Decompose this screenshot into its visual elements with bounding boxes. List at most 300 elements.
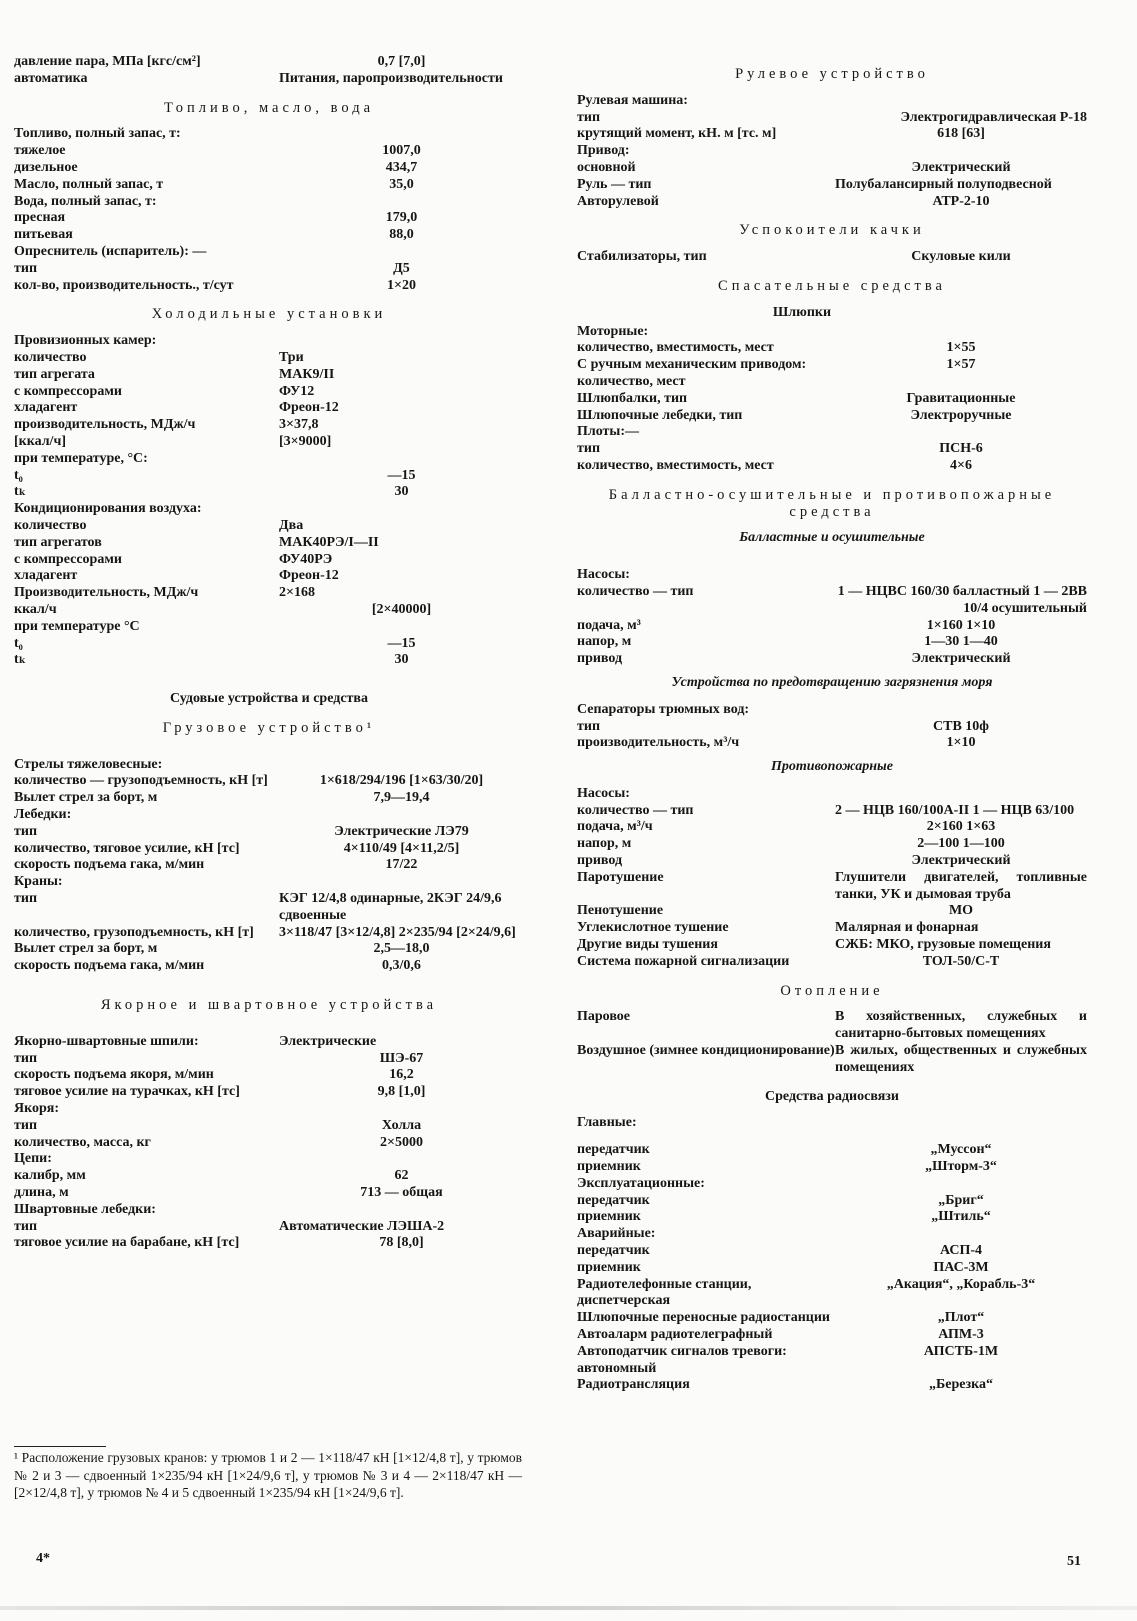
spec-value: Питания, паропроизводительности — [279, 70, 503, 86]
spec-value: 4×6 — [950, 457, 972, 473]
spec-row — [14, 857, 524, 874]
spec-label: тип — [14, 1218, 38, 1234]
spacer — [577, 1132, 1087, 1142]
spec-row — [14, 1118, 524, 1135]
spec-row — [577, 458, 1087, 475]
spec-label: с компрессорами — [14, 551, 122, 567]
spec-value: 9,8 [1,0] — [377, 1084, 426, 1100]
spec-label: Цепи: — [14, 1151, 52, 1167]
spec-label: tₖ — [14, 652, 26, 668]
spec-row — [577, 1193, 1087, 1210]
spec-value: Глушители двигателей, топливные танки, УК и дымовая труба — [835, 869, 1087, 902]
spec-value: „Акация“, „Корабль-3“ — [886, 1276, 1036, 1292]
spec-row — [577, 1377, 1087, 1394]
spec-label: тип — [577, 441, 601, 457]
spec-row — [14, 841, 524, 858]
spec-label: хладагент — [14, 568, 78, 584]
spec-label: Привод: — [577, 143, 630, 159]
spec-row — [577, 937, 1087, 954]
spec-value: АСП-4 — [939, 1243, 983, 1259]
spec-row — [577, 160, 1087, 177]
spec-row — [577, 1277, 1087, 1311]
spec-label: напор, м — [577, 634, 632, 650]
spec-row — [14, 278, 524, 295]
spec-value: Полубалансирный полуподвесной — [835, 176, 1052, 192]
spec-label: количество — тип — [577, 583, 694, 599]
section-heading: Холодильные установки — [151, 306, 387, 323]
spec-value: СТВ 10ф — [933, 718, 989, 734]
spec-row — [14, 210, 524, 227]
spec-label: приемник — [577, 1259, 641, 1275]
spec-row — [14, 417, 524, 434]
spec-value: Три — [279, 349, 304, 365]
spec-row — [577, 1260, 1087, 1277]
spec-label: количество, тяговое усилие, кН [тс] — [14, 840, 240, 856]
spec-row — [14, 824, 524, 841]
spec-label: Паротушение — [577, 869, 664, 885]
spec-row — [577, 634, 1087, 651]
spec-label: тяжелое — [14, 143, 66, 159]
spec-label: производительность, м³/ч — [577, 735, 740, 751]
spec-value: В хозяйственных, служебных и санитарно-бытовых помещениях — [835, 1009, 1087, 1042]
spec-value: 2 — НЦВ 160/100А-II 1 — НЦВ 63/100 — [835, 802, 1075, 818]
spacer — [14, 975, 524, 985]
section-heading: Отопление — [780, 982, 884, 999]
spec-value: „Плот“ — [937, 1310, 985, 1326]
italic-subheading: Устройства по предотвращению загрязнения моря — [671, 674, 993, 690]
italic-subheading: Балластные и осушительные — [739, 530, 925, 546]
spec-row — [577, 391, 1087, 408]
spec-value: 618 [63] — [937, 126, 985, 142]
spec-row — [14, 501, 524, 518]
spec-row — [577, 324, 1087, 341]
bold-heading: Средства радиосвязи — [765, 1088, 899, 1104]
spec-label: Вылет стрел за борт, м — [14, 941, 158, 957]
spec-row — [14, 350, 524, 367]
spec-label: тип — [577, 718, 601, 734]
spec-label: Радиотелефонные станции, диспетчерская — [577, 1276, 752, 1309]
spec-label: Масло, полный запас, т — [14, 176, 164, 192]
spec-value: Автоматические ЛЭША-2 — [279, 1218, 445, 1234]
spec-label: тип агрегатов — [14, 534, 102, 550]
spec-label: t₀ — [14, 467, 23, 483]
spec-label: Руль — тип — [577, 176, 652, 192]
spec-label: приемник — [577, 1159, 641, 1175]
spec-row — [577, 786, 1087, 803]
spec-value: 17/22 — [385, 857, 418, 873]
spec-value: „Березка“ — [929, 1377, 993, 1393]
spec-label: Воздушное (зимнее кондиционирование) — [577, 1043, 835, 1059]
spec-row — [577, 177, 1087, 194]
spec-row — [577, 651, 1087, 668]
spec-row — [14, 552, 524, 569]
spec-label: количество, масса, кг — [14, 1134, 151, 1150]
spec-row — [577, 584, 1087, 618]
spec-row — [14, 1135, 524, 1152]
spec-row — [14, 160, 524, 177]
spec-row — [14, 451, 524, 468]
spec-label: Якоря: — [14, 1101, 60, 1117]
spec-row — [577, 903, 1087, 920]
spec-label: Эксплуатационные: — [577, 1175, 705, 1191]
spec-row — [14, 925, 524, 942]
scan-edge-artifact — [0, 1606, 1137, 1610]
spec-label: количество — тип — [577, 802, 694, 818]
spec-value: 1×20 — [387, 277, 416, 293]
spec-label: привод — [577, 651, 623, 667]
subsection-heading: Шлюпки — [772, 304, 832, 320]
spec-label: тип — [577, 109, 601, 125]
spec-row — [577, 1226, 1087, 1243]
footnote: ¹ Расположение грузовых кранов: у трюмов 1 и 2 — 1×118/47 кН [1×12/4,8 т], у трюмов № 2 и 3 — сдвоенный 1×235/94 кН [1×24/9,6 т], у трюмов № 3 и 4 — 2×118/47 кН — [2×12/4,8 т], у трюмов № 4 и 5 сдвоенный 1×235/94 кН [1×24/9,6 т]. — [14, 1450, 522, 1500]
spec-value: АПМ-3 — [938, 1327, 984, 1342]
spec-label: Шлюпбалки, тип — [577, 390, 688, 406]
spec-label: Швартовные лебедки: — [14, 1201, 156, 1217]
spec-value: В жилых, общественных и служебных помещениях — [835, 1043, 1087, 1075]
spec-label: калибр, мм — [14, 1168, 86, 1184]
spec-value: 1 — НЦВС 160/30 балластный 1 — 2ВВ 10/4 осушительный — [837, 583, 1087, 616]
section-heading: Грузовое устройство¹ — [162, 719, 376, 736]
spec-row — [14, 484, 524, 501]
spec-row — [14, 1151, 524, 1168]
bold-heading: Судовые устройства и средства — [170, 691, 368, 707]
spec-label: тяговое усилие на турачках, кН [тс] — [14, 1084, 240, 1100]
spec-row — [14, 261, 524, 278]
spec-row — [14, 958, 524, 975]
spec-value: ФУ12 — [279, 383, 315, 399]
spec-value: МАК40РЭ/I—II — [279, 534, 379, 550]
spec-row — [14, 1185, 524, 1202]
spec-value: 4×110/49 [4×11,2/5] — [343, 840, 460, 856]
spec-label: количество — [14, 349, 87, 365]
spec-label: Стабилизаторы, тип — [577, 249, 707, 265]
spec-label: подача, м³/ч — [577, 819, 653, 835]
spec-value: Электрические ЛЭ79 — [334, 823, 469, 839]
spec-label: Стрелы тяжеловесные: — [14, 756, 163, 772]
spec-label: ккал/ч — [14, 601, 57, 617]
spec-label: tₖ — [14, 484, 26, 500]
spec-row — [14, 757, 524, 774]
spec-value: СЖБ: МКО, грузовые помещения — [835, 937, 1051, 953]
spec-label: напор, м — [577, 836, 632, 852]
spec-value: 713 — общая — [360, 1185, 443, 1201]
spec-label: питьевая — [14, 227, 73, 243]
spec-value: Электрический — [911, 853, 1011, 869]
italic-subheading: Противопожарные — [771, 759, 893, 775]
spec-row — [577, 1009, 1087, 1043]
spec-label: тип — [14, 1117, 38, 1133]
spec-row — [14, 1235, 524, 1252]
spec-row — [14, 535, 524, 552]
spec-row — [577, 1176, 1087, 1193]
spec-row — [14, 790, 524, 807]
spec-label: тип — [14, 260, 38, 276]
spec-row — [14, 874, 524, 891]
section-heading: Якорное и швартовное устройства — [100, 997, 438, 1014]
spec-row — [14, 434, 524, 451]
spec-label: тип — [14, 823, 38, 839]
spec-label: скорость подъема гака, м/мин — [14, 958, 205, 974]
spec-value: МО — [948, 903, 974, 919]
spec-label: подача, м³ — [577, 617, 641, 633]
spec-value: 2,5—18,0 — [373, 941, 430, 957]
section-heading: Топливо, масло, вода — [163, 99, 375, 116]
spec-row — [14, 1084, 524, 1101]
spec-label: Плоты:— — [577, 424, 640, 440]
spec-label: Другие виды тушения — [577, 937, 718, 953]
spec-value: Электрический — [911, 651, 1011, 667]
spec-label: Паровое — [577, 1009, 631, 1025]
spec-row — [14, 333, 524, 350]
spec-value: 179,0 — [385, 210, 418, 226]
spec-row — [577, 618, 1087, 635]
spec-label: крутящий момент, кН. м [тс. м] — [577, 126, 777, 142]
spec-label: Краны: — [14, 874, 63, 890]
spec-row — [577, 1043, 1087, 1077]
spec-label: хладагент — [14, 400, 78, 416]
spec-row — [14, 177, 524, 194]
spec-row — [14, 807, 524, 824]
spec-label: Углекислотное тушение — [577, 920, 729, 936]
spec-value: 0,7 [7,0] — [377, 54, 426, 69]
spec-value: МАК9/II — [279, 366, 335, 382]
spec-row — [577, 340, 1087, 357]
spec-row — [14, 384, 524, 401]
spec-label: количество — грузоподъемность, кН [т] — [14, 773, 268, 789]
spec-label: передатчик — [577, 1192, 650, 1208]
spec-value: 1—30 1—40 — [924, 634, 998, 650]
spec-row — [14, 941, 524, 958]
spec-value: „Бриг“ — [938, 1192, 984, 1208]
spec-value: 1×160 1×10 — [926, 617, 996, 633]
spec-label: тип — [14, 1050, 38, 1066]
spacer — [14, 747, 524, 757]
spec-label: Автоаларм радиотелеграфный — [577, 1327, 773, 1342]
section-heading: Успокоители качки — [739, 222, 925, 239]
spec-label: количество, грузоподъемность, кН [т] — [14, 924, 254, 940]
spec-value: 62 — [394, 1168, 409, 1184]
spec-label: Шлюпочные переносные радиостанции — [577, 1310, 830, 1326]
spec-value: 0,3/0,6 — [382, 958, 421, 974]
spec-value: Электрические — [279, 1033, 377, 1049]
spec-row — [14, 468, 524, 485]
spec-value: КЭГ 12/4,8 одинарные, 2КЭГ 24/9,6 сдвоенные — [279, 891, 502, 923]
spec-row — [577, 836, 1087, 853]
spec-row — [14, 1219, 524, 1236]
spec-label: при температуре, °С: — [14, 450, 148, 466]
spec-value: 2×5000 — [380, 1134, 423, 1150]
spec-value: 2×168 — [279, 585, 315, 601]
right-column — [577, 54, 1087, 1394]
spec-row — [577, 853, 1087, 870]
spec-label: Топливо, полный запас, т: — [14, 126, 181, 142]
spec-label: Автоподатчик сигналов тревоги: автономный — [577, 1343, 787, 1376]
spec-row — [577, 1310, 1087, 1327]
footnote-rule — [14, 1446, 106, 1447]
spec-label: Пенотушение — [577, 903, 664, 919]
spec-row — [577, 870, 1087, 904]
spec-label: основной — [577, 159, 636, 175]
spec-label: Система пожарной сигнализации — [577, 953, 790, 969]
spec-row — [14, 585, 524, 602]
spec-label: Радиотрансляция — [577, 1377, 690, 1393]
spec-value: ПАС-3М — [933, 1259, 989, 1275]
spec-label: дизельное — [14, 159, 78, 175]
spec-label: С ручным механическим приводом: количество, мест — [577, 357, 807, 389]
spec-row — [577, 1159, 1087, 1176]
spec-label: автоматика — [14, 70, 88, 86]
spec-label: Сепараторы трюмных вод: — [577, 701, 750, 717]
spec-value: 35,0 — [389, 176, 414, 192]
spec-row — [577, 1209, 1087, 1226]
spec-row — [577, 93, 1087, 110]
spec-row — [14, 1067, 524, 1084]
spec-label: Вода, полный запас, т: — [14, 193, 157, 209]
spec-label: Вылет стрел за борт, м — [14, 790, 158, 806]
spec-value: 434,7 — [385, 159, 418, 175]
spec-label: при температуре °С — [14, 618, 140, 634]
spec-value: Два — [279, 517, 304, 533]
spec-value: Скуловые кили — [911, 249, 1011, 265]
spec-value: 1×618/294/196 [1×63/30/20] — [319, 773, 484, 789]
spec-label: Моторные: — [577, 323, 649, 339]
spacer — [577, 557, 1087, 567]
spec-label: Кондиционирования воздуха: — [14, 501, 202, 517]
spec-label: t₀ — [14, 635, 23, 651]
signature-mark: 4* — [36, 1551, 50, 1566]
spec-label: тип — [14, 891, 38, 907]
spec-value: 78 [8,0] — [379, 1235, 424, 1251]
spec-row — [577, 803, 1087, 820]
spec-value: 30 — [394, 652, 409, 668]
spec-value: ТОЛ-50/С-Т — [922, 953, 1000, 969]
spec-value: ФУ40РЭ — [279, 551, 333, 567]
spec-row — [577, 194, 1087, 211]
spacer — [14, 669, 524, 679]
section-heading: Балластно-осушительные и противопожарные средства — [608, 486, 1056, 520]
spec-value: „Муссон“ — [930, 1142, 992, 1158]
spec-label: передатчик — [577, 1142, 650, 1158]
spec-row — [14, 54, 524, 71]
spec-label: Рулевая машина: — [577, 92, 688, 108]
spec-label: скорость подъема якоря, м/мин — [14, 1067, 214, 1083]
spec-value: 1×55 — [946, 340, 976, 356]
spec-row — [577, 954, 1087, 971]
spec-label: приемник — [577, 1209, 641, 1225]
spec-row — [577, 126, 1087, 143]
spec-value: 2×160 1×63 — [926, 819, 996, 835]
spec-value: Электрогидравлическая Р-18 — [900, 109, 1087, 125]
spec-row — [577, 719, 1087, 736]
spec-row — [14, 227, 524, 244]
spec-row — [14, 143, 524, 160]
spec-label: с компрессорами — [14, 383, 122, 399]
spec-label: Насосы: — [577, 567, 630, 583]
spec-value: „Штиль“ — [931, 1209, 991, 1225]
spec-value: ШЭ-67 — [379, 1050, 424, 1066]
spec-value: Фреон-12 — [279, 568, 339, 584]
spec-row — [14, 400, 524, 417]
spec-row — [14, 619, 524, 636]
spec-label: передатчик — [577, 1243, 650, 1259]
spec-label: Насосы: — [577, 785, 630, 801]
spec-label: Авторулевой — [577, 193, 659, 209]
spec-label: [ккал/ч] — [14, 433, 67, 449]
spec-value: 7,9—19,4 — [373, 790, 430, 806]
spec-value: 1×57 — [946, 357, 976, 373]
spec-label: пресная — [14, 210, 66, 226]
spec-label: Якорно-швартовные шпили: — [14, 1033, 199, 1049]
spec-label: Главные: — [577, 1115, 637, 1131]
spec-label: производительность, МДж/ч — [14, 417, 196, 433]
section-heading: Рулевое устройство — [735, 66, 929, 82]
spec-label: тяговое усилие на барабане, кН [тс] — [14, 1235, 240, 1251]
spec-row — [14, 194, 524, 211]
spec-label: длина, м — [14, 1185, 69, 1201]
spec-value: Фреон-12 — [279, 400, 339, 416]
spec-row — [577, 1344, 1087, 1378]
left-column — [14, 54, 524, 1252]
spec-value: 2—100 1—100 — [917, 836, 1005, 852]
spec-row — [577, 441, 1087, 458]
spec-value: Электроручные — [910, 407, 1012, 423]
spacer — [14, 1024, 524, 1034]
spec-value: 3×37,8 — [279, 417, 319, 433]
spec-label: количество, вместимость, мест — [577, 457, 774, 473]
spec-value: [2×40000] — [371, 601, 432, 617]
spec-row — [14, 244, 524, 261]
spec-row — [14, 367, 524, 384]
spec-row — [577, 1327, 1087, 1344]
spec-value: ПСН-6 — [939, 441, 983, 457]
spec-row — [577, 143, 1087, 160]
spec-value: Холла — [381, 1117, 422, 1133]
spec-value: —15 — [387, 635, 416, 651]
spec-value: Электрический — [911, 159, 1011, 175]
spec-row — [577, 1142, 1087, 1159]
spec-label: Лебедки: — [14, 807, 72, 823]
spec-row — [577, 702, 1087, 719]
spec-value: 88,0 — [389, 227, 414, 243]
spec-row — [577, 920, 1087, 937]
spec-value: Малярная и фонарная — [835, 920, 979, 936]
spec-row — [14, 652, 524, 669]
spec-row — [14, 1051, 524, 1068]
spec-row — [577, 819, 1087, 836]
spec-label: Шлюпочные лебедки, тип — [577, 407, 743, 423]
spec-row — [577, 424, 1087, 441]
spec-row — [577, 110, 1087, 127]
spec-row — [14, 518, 524, 535]
spec-label: привод — [577, 853, 623, 869]
spec-row — [14, 71, 524, 88]
spec-row — [14, 891, 524, 925]
spec-row — [14, 1034, 524, 1051]
spec-row — [577, 1243, 1087, 1260]
spec-row — [577, 567, 1087, 584]
spec-row — [577, 249, 1087, 266]
spec-label: кол-во, производительность., т/сут — [14, 277, 234, 293]
spec-value: 3×118/47 [3×12/4,8] 2×235/94 [2×24/9,6] — [279, 924, 516, 940]
spec-value: 1007,0 — [382, 143, 421, 159]
spec-value: —15 — [387, 467, 416, 483]
spec-value: Д5 — [393, 260, 410, 276]
spec-value: 1×10 — [946, 735, 976, 751]
spec-row — [577, 408, 1087, 425]
page-number: 51 — [1067, 1554, 1081, 1569]
spec-label: Аварийные: — [577, 1226, 656, 1242]
spec-value: Гравитационные — [906, 390, 1016, 406]
